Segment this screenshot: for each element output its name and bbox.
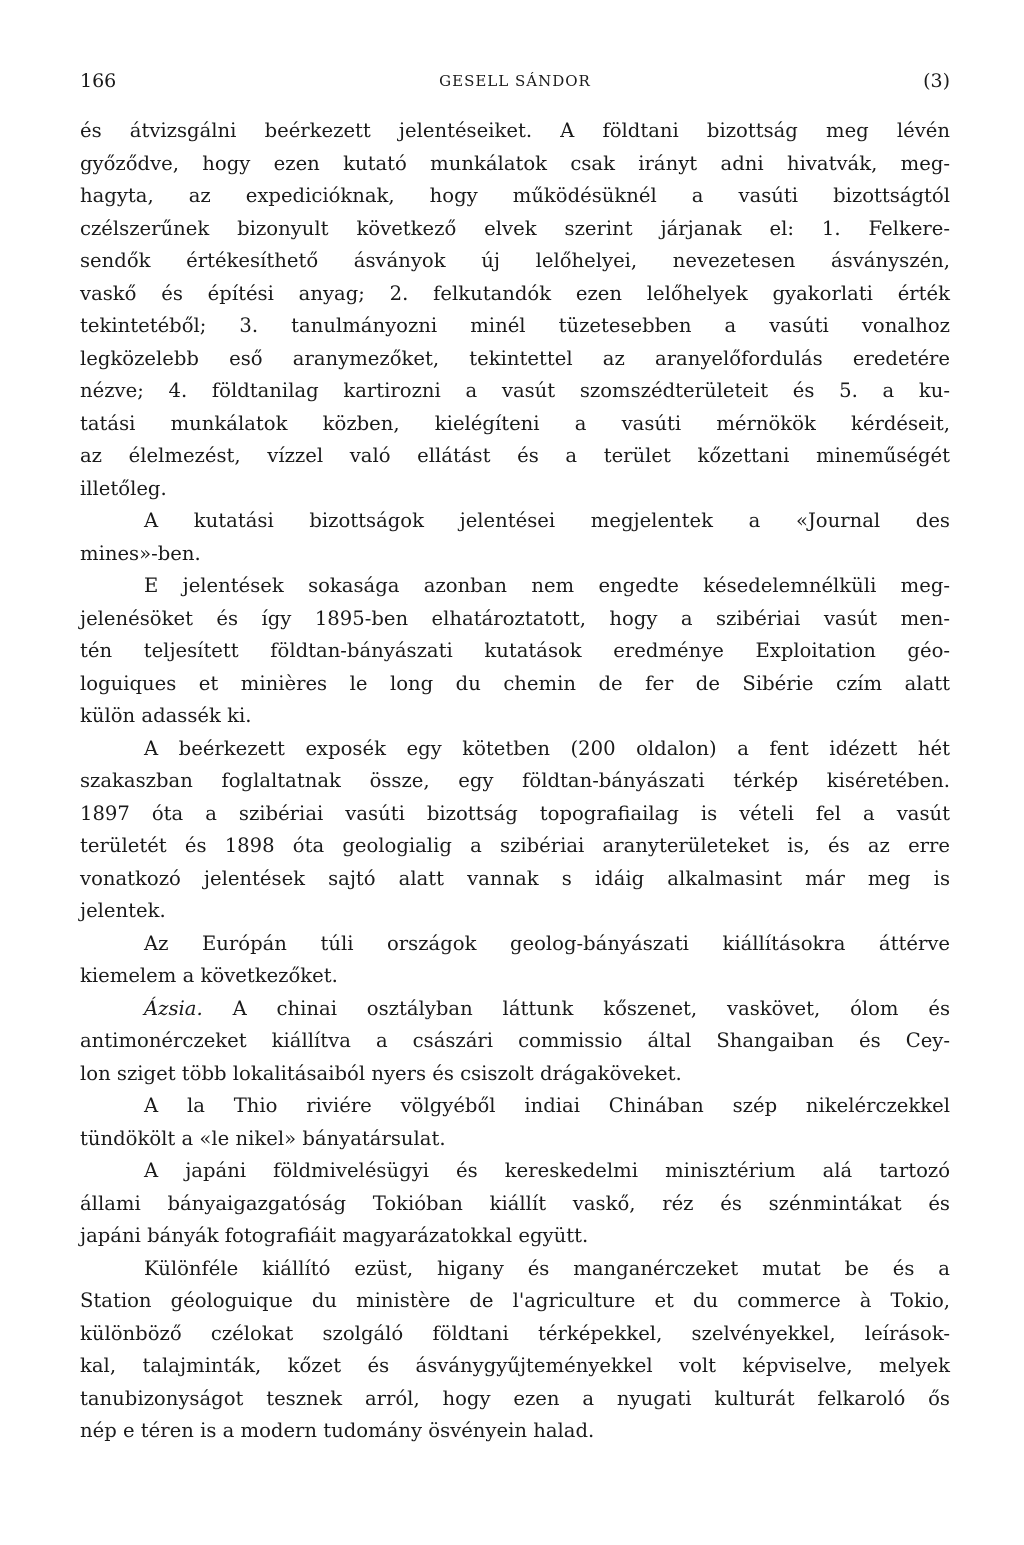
line-text: A la Thio riviére völgyéből indiai Chinában szép nikelérczekkel [144,1094,950,1117]
line-text: Különféle kiállító ezüst, higany és manganérczeket mutat be és a [144,1256,950,1280]
text-line [80,440,950,473]
line-text: sendők értékesíthető ásványok új lelőhelyei, nevezetesen ásványszén, [80,249,950,272]
text-line [80,603,950,636]
text-line [80,148,950,181]
text-line [80,1123,950,1156]
text-line [80,245,950,278]
line-text: vaskő és építési anyag; 2. felkutandók ezen lelőhelyek gyakorlati érték [80,281,950,305]
text-line [80,180,950,213]
text-line [80,668,950,701]
line-text: A japáni földmivelésügyi és kereskedelmi minisztérium alá tartozó [144,1159,950,1182]
line-text: tén teljesített földtan-bányászati kutatások eredménye Exploitation géo- [80,639,950,662]
page-header [80,66,950,96]
line-text: A chinai osztályban láttunk kőszenet, vaskövet, ólom és [232,996,950,1020]
text-line [80,1318,950,1351]
text-line [80,960,950,993]
text-line [80,310,950,343]
line-text: illetőleg. [80,476,167,500]
line-text: loguiques et minières le long du chemin de fer de Sibérie czím alatt [80,671,950,695]
line-text: 1897 óta a szibériai vasúti bizottság topografiailag is vételi fel a vasút [80,801,950,825]
line-text: külön adassék ki. [80,704,252,727]
text-line [80,1155,950,1188]
line-text: jelentek. [80,899,166,922]
line-text: tekintetéből; 3. tanulmányozni minél tüzetesebben a vasúti vonalhoz [80,314,950,337]
body-text [80,115,950,1448]
text-line [80,928,950,961]
text-line [80,1025,950,1058]
line-text: mines»-ben. [80,541,201,565]
text-line [80,1058,950,1091]
text-line [80,213,950,246]
text-line [80,895,950,928]
text-line [80,700,950,733]
line-text: szakaszban foglaltatnak össze, egy földtan-bányászati térkép kiséretében. [80,769,950,792]
line-text: lon sziget több lokalitásaiból nyers és csiszolt drágaköveket. [80,1061,682,1085]
running-title: GESELL SÁNDOR [439,72,591,90]
line-text: kiemelem a következőket. [80,964,338,987]
text-line [80,375,950,408]
line-text: A kutatási bizottságok jelentései megjelentek a «Journal des [144,509,950,532]
text-line [80,765,950,798]
line-text: tündökölt a «le nikel» bányatársulat. [80,1126,446,1150]
text-line [80,830,950,863]
line-text: vonatkozó jelentések sajtó alatt vannak s idáig alkalmasint már meg is [80,866,950,890]
text-line [80,408,950,441]
text-line [80,1090,950,1123]
text-line [80,733,950,766]
text-line [80,1350,950,1383]
text-line [80,343,950,376]
line-text: Station géologuique du ministère de l'agriculture et du commerce à Tokio, [80,1289,950,1312]
text-line [80,1188,950,1221]
line-text: japáni bányák fotografiáit magyarázatokkal együtt. [80,1224,589,1247]
page-number: 166 [80,70,117,92]
line-text: jelenésöket és így 1895-ben elhatároztatott, hogy a szibériai vasút men- [80,606,950,630]
line-text: kal, talajminták, kőzet és ásványgyűjteményekkel volt képviselve, melyek [80,1354,950,1377]
line-text: legközelebb eső aranymezőket, tekintettel az aranyelőfordulás eredetére [80,346,950,370]
line-text: nézve; 4. földtanilag kartirozni a vasút szomszédterületeit és 5. a ku- [80,379,950,402]
line-text: állami bányaigazgatóság Tokióban kiállít vaskő, réz és szénmintákat és [80,1191,950,1215]
text-line [80,1220,950,1253]
italic-heading: Ázsia. [144,996,203,1020]
text-line [80,1253,950,1286]
text-line [80,473,950,506]
line-text: A beérkezett exposék egy kötetben (200 oldalon) a fent idézett hét [144,736,950,760]
text-line [80,993,950,1026]
line-text: és átvizsgálni beérkezett jelentéseiket. A földtani bizottság meg lévén [80,119,950,142]
line-text: hagyta, az expediciόknak, hogy működésüknél a vasúti bizottságtól [80,184,950,207]
line-text: győződve, hogy ezen kutató munkálatok csak irányt adni hivatvák, meg- [80,151,950,175]
text-line [80,1383,950,1416]
text-line [80,115,950,148]
line-text: különböző czélokat szolgáló földtani térképekkel, szelvényekkel, leírások- [80,1321,950,1345]
line-text: területét és 1898 óta geologialig a szibériai aranyterületeket is, és az erre [80,834,950,857]
text-line [80,538,950,571]
text-line [80,278,950,311]
line-text: tatási munkálatok közben, kielégíteni a vasúti mérnökök kérdéseit, [80,411,950,435]
line-text: antimonérczeket kiállítva a császári commissio által Shangaiban és Cey- [80,1029,950,1052]
line-text: Az Európán túli országok geolog-bányászati kiállításokra áttérve [144,931,950,955]
text-line [80,798,950,831]
text-line [80,1285,950,1318]
section-number: (3) [923,70,950,92]
line-text: czélszerűnek bizonyult következő elvek szerint járjanak el: 1. Felkere- [80,216,950,240]
text-line [80,505,950,538]
text-line [80,1415,950,1448]
line-text: tanubizonyságot tesznek arról, hogy ezen a nyugati kulturát felkaroló ős [80,1386,950,1410]
text-line [80,863,950,896]
line-text: nép e téren is a modern tudomány ösvényein halad. [80,1419,595,1442]
text-line [80,570,950,603]
text-line [80,635,950,668]
line-text: E jelentések sokasága azonban nem engedte késedelemnélküli meg- [144,574,950,597]
line-text: az élelmezést, vízzel való ellátást és a terület kőzettani mineműségét [80,444,950,467]
